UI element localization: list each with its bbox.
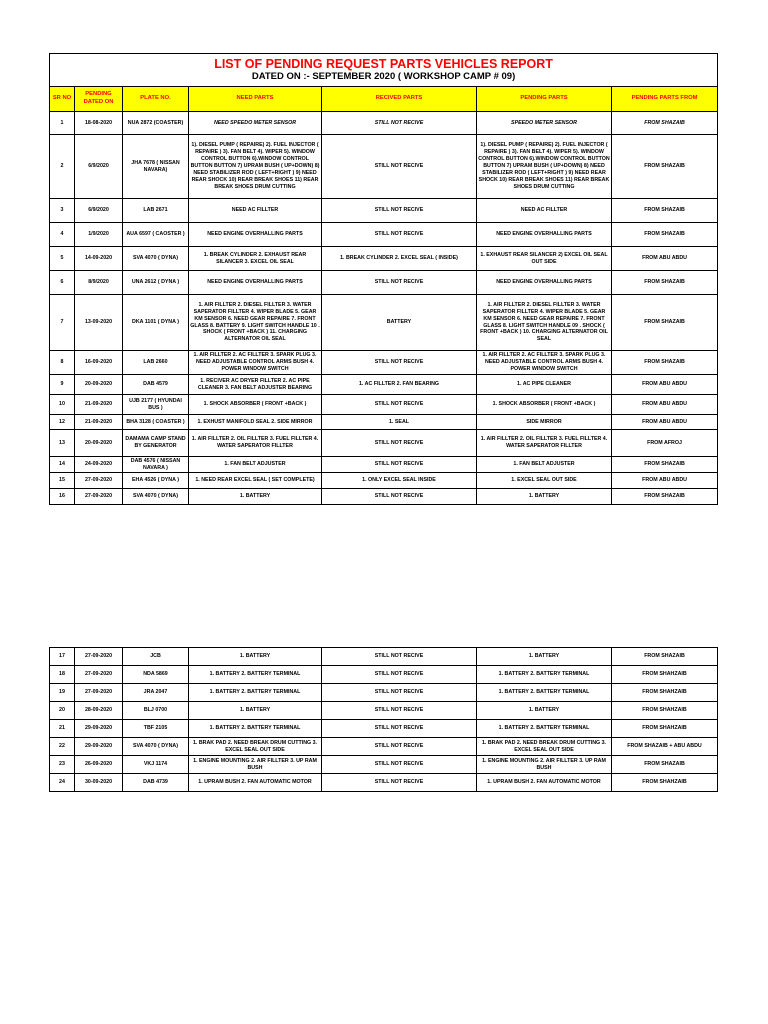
table-row: [50, 473, 718, 489]
cell-pending-from: FROM SHAZAIB: [612, 135, 718, 199]
cell-pending-from: FROM SHAZAIB: [612, 648, 718, 666]
cell-sr: 1: [50, 112, 75, 135]
cell-date: 21-09-2020: [75, 415, 123, 430]
cell-pending-from: FROM SHAHZAIB: [612, 684, 718, 702]
cell-plate: JHA 7678 ( NISSAN NAVARA): [123, 135, 189, 199]
cell-received-parts: STILL NOT RECIVE: [322, 756, 477, 774]
table-row: [50, 199, 718, 223]
cell-sr: 19: [50, 684, 75, 702]
cell-sr: 5: [50, 247, 75, 271]
table-row: [50, 223, 718, 247]
cell-plate: UJB 2177 ( HYUNDAI BUS ): [123, 395, 189, 415]
cell-need-parts: 1. BREAK CYLINDER 2. EXHAUST REAR SILANCER 3. EXCEL OIL SEAL: [189, 247, 322, 271]
cell-received-parts: BATTERY: [322, 295, 477, 351]
cell-received-parts: STILL NOT RECIVE: [322, 648, 477, 666]
table-row: [50, 247, 718, 271]
cell-plate: NUA 2872 (COASTER): [123, 112, 189, 135]
cell-pending-from: FROM AFROJ: [612, 430, 718, 457]
report-table-page2: [49, 647, 718, 792]
col-header-from: PENDING PARTS FROM: [612, 87, 718, 112]
cell-pending-from: FROM SHAHZAIB: [612, 720, 718, 738]
cell-pending-from: FROM SHAZAIB: [612, 351, 718, 375]
cell-need-parts: 1. EXHUST MANIFOLD SEAL 2. SIDE MIRROR: [189, 415, 322, 430]
cell-pending-from: FROM SHAZAIB: [612, 223, 718, 247]
cell-date: 28-09-2020: [75, 702, 123, 720]
cell-plate: DAB 4579: [123, 375, 189, 395]
cell-date: 27-09-2020: [75, 489, 123, 505]
cell-need-parts: 1. BATTERY: [189, 702, 322, 720]
table-row: [50, 395, 718, 415]
table-row: [50, 430, 718, 457]
cell-sr: 20: [50, 702, 75, 720]
col-header-date: PENDING DATED ON: [75, 87, 123, 112]
cell-pending-from: FROM SHAZAIB: [612, 489, 718, 505]
report-table-page1: [49, 53, 718, 505]
cell-date: 16-09-2020: [75, 351, 123, 375]
table-row: [50, 684, 718, 702]
cell-received-parts: STILL NOT RECIVE: [322, 395, 477, 415]
table-header-row: [50, 87, 718, 112]
cell-sr: 21: [50, 720, 75, 738]
cell-received-parts: STILL NOT RECIVE: [322, 702, 477, 720]
cell-pending-from: FROM ABU ABDU: [612, 415, 718, 430]
cell-pending-parts: 1. AC PIPE CLEANER: [477, 375, 612, 395]
cell-pending-from: FROM SHAZAIB: [612, 271, 718, 295]
table-row: [50, 112, 718, 135]
cell-pending-parts: 1. SHOCK ABSORBER ( FRONT +BACK ): [477, 395, 612, 415]
cell-plate: BHA 3128 ( COASTER ): [123, 415, 189, 430]
cell-received-parts: STILL NOT RECIVE: [322, 489, 477, 505]
cell-pending-parts: 1. UPRAM BUSH 2. FAN AUTOMATIC MOTOR: [477, 774, 612, 792]
cell-date: 14-09-2020: [75, 247, 123, 271]
cell-pending-parts: SPEEDO METER SENSOR: [477, 112, 612, 135]
cell-plate: LAB 2660: [123, 351, 189, 375]
report-header: [50, 54, 718, 87]
table-row: [50, 295, 718, 351]
cell-need-parts: 1. BATTERY 2. BATTERY TERMINAL: [189, 684, 322, 702]
cell-received-parts: 1. AC FILLTER 2. FAN BEARING: [322, 375, 477, 395]
cell-pending-parts: NEED ENGINE OVERHALLING PARTS: [477, 223, 612, 247]
cell-date: 27-09-2020: [75, 648, 123, 666]
cell-pending-parts: 1. AIR FILLTER 2. DIESEL FILLTER 3. WATER SAPERATOR FILLTER 4. WIPER BLADE 5. GEAR KM SENSOR 6. NEED GEAR REPAIRE 7. FRONT GLASS 8. LIGHT SWITCH HANDLE 09 . SHOCK ( FRONT +BACK ) 10. CHARGING ALTERNATOR OIL SEAL: [477, 295, 612, 351]
cell-date: 26-09-2020: [75, 756, 123, 774]
cell-received-parts: STILL NOT RECIVE: [322, 738, 477, 756]
cell-pending-parts: 1. BATTERY: [477, 489, 612, 505]
cell-received-parts: STILL NOT RECIVE: [322, 112, 477, 135]
cell-pending-from: FROM SHAZAIB + ABU ABDU: [612, 738, 718, 756]
cell-plate: JRA 2047: [123, 684, 189, 702]
cell-plate: EHA 4526 ( DYNA ): [123, 473, 189, 489]
cell-plate: BLJ 0700: [123, 702, 189, 720]
cell-received-parts: STILL NOT RECIVE: [322, 774, 477, 792]
cell-date: 20-09-2020: [75, 375, 123, 395]
cell-date: 20-09-2020: [75, 430, 123, 457]
cell-need-parts: 1. SHOCK ABSORBER ( FRONT +BACK ): [189, 395, 322, 415]
table-row: [50, 271, 718, 295]
cell-sr: 12: [50, 415, 75, 430]
cell-received-parts: 1. SEAL: [322, 415, 477, 430]
cell-sr: 15: [50, 473, 75, 489]
table-row: [50, 375, 718, 395]
cell-plate: SVA 4070 ( DYNA): [123, 489, 189, 505]
cell-plate: DAB 4739: [123, 774, 189, 792]
table-row: [50, 720, 718, 738]
cell-pending-parts: 1. ENGINE MOUNTING 2. AIR FILLTER 3. UP RAM BUSH: [477, 756, 612, 774]
table-row: [50, 648, 718, 666]
cell-pending-from: FROM ABU ABDU: [612, 375, 718, 395]
cell-need-parts: 1. UPRAM BUSH 2. FAN AUTOMATIC MOTOR: [189, 774, 322, 792]
cell-received-parts: STILL NOT RECIVE: [322, 430, 477, 457]
cell-date: 27-09-2020: [75, 473, 123, 489]
cell-pending-from: FROM ABU ABDU: [612, 473, 718, 489]
cell-sr: 14: [50, 457, 75, 473]
cell-date: 18-08-2020: [75, 112, 123, 135]
cell-sr: 4: [50, 223, 75, 247]
cell-pending-parts: 1. BATTERY: [477, 702, 612, 720]
cell-received-parts: STILL NOT RECIVE: [322, 666, 477, 684]
table-row: [50, 415, 718, 430]
cell-need-parts: 1. FAN BELT ADJUSTER: [189, 457, 322, 473]
cell-sr: 6: [50, 271, 75, 295]
cell-sr: 7: [50, 295, 75, 351]
cell-need-parts: 1. RECIVER AC DRYER FILLTER 2. AC PIPE CLEANER 3. FAN BELT ADJUSTER BEARING: [189, 375, 322, 395]
table-row: [50, 756, 718, 774]
cell-received-parts: STILL NOT RECIVE: [322, 271, 477, 295]
cell-pending-parts: 1. BATTERY 2. BATTERY TERMINAL: [477, 666, 612, 684]
table-row: [50, 738, 718, 756]
cell-received-parts: STILL NOT RECIVE: [322, 199, 477, 223]
cell-date: 29-09-2020: [75, 720, 123, 738]
cell-date: 13-09-2020: [75, 295, 123, 351]
col-header-pending: PENDING PARTS: [477, 87, 612, 112]
cell-date: 21-09-2020: [75, 395, 123, 415]
cell-plate: JCB: [123, 648, 189, 666]
cell-need-parts: 1. AIR FILLTER 2. OIL FILLTER 3. FUEL FILLTER 4. WATER SAPERATOR FILLTER: [189, 430, 322, 457]
cell-pending-parts: 1. EXCEL SEAL OUT SIDE: [477, 473, 612, 489]
cell-sr: 16: [50, 489, 75, 505]
report-subtitle: DATED ON :- SEPTEMBER 2020 ( WORKSHOP CAMP # 09): [251, 71, 516, 82]
col-header-sr: SR NO: [50, 87, 75, 112]
table-row: [50, 702, 718, 720]
cell-need-parts: 1. ENGINE MOUNTING 2. AIR FILLTER 3. UP RAM BUSH: [189, 756, 322, 774]
cell-need-parts: 1. BRAK PAD 2. NEED BREAK DRUM CUTTING 3. EXCEL SEAL OUT SIDE: [189, 738, 322, 756]
cell-plate: DKA 1101 ( DYNA ): [123, 295, 189, 351]
cell-pending-parts: 1. BATTERY 2. BATTERY TERMINAL: [477, 684, 612, 702]
cell-need-parts: 1. BATTERY 2. BATTERY TERMINAL: [189, 720, 322, 738]
cell-pending-from: FROM SHAZAIB: [612, 457, 718, 473]
cell-date: 8/9/2020: [75, 271, 123, 295]
cell-plate: DAMAMA CAMP STAND BY GENERATOR: [123, 430, 189, 457]
cell-received-parts: 1. BREAK CYLINDER 2. EXCEL SEAL ( INSIDE): [322, 247, 477, 271]
cell-received-parts: STILL NOT RECIVE: [322, 223, 477, 247]
cell-plate: SVA 4070 ( DYNA): [123, 738, 189, 756]
cell-plate: SVA 4070 ( DYNA): [123, 247, 189, 271]
cell-need-parts: 1. BATTERY 2. BATTERY TERMINAL: [189, 666, 322, 684]
cell-pending-from: FROM SHAHZAIB: [612, 666, 718, 684]
cell-pending-from: FROM ABU ABDU: [612, 247, 718, 271]
cell-date: 30-09-2020: [75, 774, 123, 792]
cell-sr: 17: [50, 648, 75, 666]
cell-plate: VKJ 1174: [123, 756, 189, 774]
cell-received-parts: STILL NOT RECIVE: [322, 351, 477, 375]
cell-sr: 8: [50, 351, 75, 375]
cell-sr: 22: [50, 738, 75, 756]
cell-plate: TBF 2105: [123, 720, 189, 738]
col-header-need: NEED PARTS: [189, 87, 322, 112]
cell-received-parts: 1. ONLY EXCEL SEAL INSIDE: [322, 473, 477, 489]
cell-need-parts: NEED ENGINE OVERHALLING PARTS: [189, 223, 322, 247]
cell-need-parts: 1. AIR FILLTER 2. DIESEL FILLTER 3. WATER SAPERATOR FILLTER 4. WIPER BLADE 5. GEAR KM SENSOR 6. NEED GEAR REPAIRE 7. FRONT GLASS 8. BATTERY 9. LIGHT SWITCH HANDLE 10 . SHOCK ( FRONT +BACK ) 11. CHARGING ALTERNATOR OIL SEAL: [189, 295, 322, 351]
col-header-plate: PLATE NO.: [123, 87, 189, 112]
cell-need-parts: NEED AC FILLTER: [189, 199, 322, 223]
cell-need-parts: 1. NEED REAR EXCEL SEAL ( SET COMPLETE): [189, 473, 322, 489]
cell-date: 24-09-2020: [75, 457, 123, 473]
cell-date: 6/9/2020: [75, 135, 123, 199]
cell-date: 29-09-2020: [75, 738, 123, 756]
col-header-received: RECIVED PARTS: [322, 87, 477, 112]
cell-pending-parts: 1. FAN BELT ADJUSTER: [477, 457, 612, 473]
cell-plate: LAB 2671: [123, 199, 189, 223]
cell-pending-parts: 1. AIR FILLTER 2. AC FILLTER 3. SPARK PLUG 3. NEED ADJUSTABLE CONTROL ARMS BUSH 4. POWER WINDOW SWITCH: [477, 351, 612, 375]
cell-sr: 3: [50, 199, 75, 223]
table-row: [50, 457, 718, 473]
cell-pending-parts: 1. EXHAUST REAR SILANCER 2) EXCEL OIL SEAL OUT SIDE: [477, 247, 612, 271]
cell-received-parts: STILL NOT RECIVE: [322, 135, 477, 199]
cell-sr: 18: [50, 666, 75, 684]
cell-received-parts: STILL NOT RECIVE: [322, 720, 477, 738]
cell-pending-parts: 1). DIESEL PUMP ( REPAIRE) 2). FUEL INJECTOR ( REPAIRE ) 3). FAN BELT 4). WIPER 5). WINDOW CONTROL BUTTON 6).WINDOW CONTROL BUTTON BUTTON 7) UPRAM BUSH ( UP+DOWN) 8) NEED STABILIZER ROD ( LEFT+RIGHT ) 9) NEED REAR SHOCK 10) REAR BREAK SHOES 11) REAR BREAK SHOES DRUM CUTTING: [477, 135, 612, 199]
cell-sr: 9: [50, 375, 75, 395]
cell-pending-parts: 1. BATTERY: [477, 648, 612, 666]
table-row: [50, 489, 718, 505]
cell-pending-parts: 1. AIR FILLTER 2. OIL FILLTER 3. FUEL FILLTER 4. WATER SAPERATOR FILLTER: [477, 430, 612, 457]
cell-pending-from: FROM SHAZAIB: [612, 199, 718, 223]
cell-sr: 24: [50, 774, 75, 792]
cell-pending-parts: SIDE MIRROR: [477, 415, 612, 430]
cell-received-parts: STILL NOT RECIVE: [322, 457, 477, 473]
table-row: [50, 774, 718, 792]
cell-need-parts: 1. BATTERY: [189, 648, 322, 666]
cell-plate: NDA 5869: [123, 666, 189, 684]
cell-sr: 2: [50, 135, 75, 199]
cell-sr: 13: [50, 430, 75, 457]
cell-pending-from: FROM ABU ABDU: [612, 395, 718, 415]
report-title: LIST OF PENDING REQUEST PARTS VEHICLES REPORT: [214, 57, 553, 71]
cell-plate: DAB 4576 ( NISSAN NAVARA ): [123, 457, 189, 473]
cell-need-parts: 1. BATTERY: [189, 489, 322, 505]
cell-pending-from: FROM SHAHZAIB: [612, 702, 718, 720]
cell-need-parts: 1. AIR FILLTER 2. AC FILLTER 3. SPARK PLUG 3. NEED ADJUSTABLE CONTROL ARMS BUSH 4. POWER WINDOW SWITCH: [189, 351, 322, 375]
table-row: [50, 666, 718, 684]
cell-sr: 23: [50, 756, 75, 774]
cell-need-parts: NEED ENGINE OVERHALLING PARTS: [189, 271, 322, 295]
cell-pending-parts: NEED AC FILLTER: [477, 199, 612, 223]
cell-sr: 10: [50, 395, 75, 415]
cell-pending-from: FROM SHAHZAIB: [612, 774, 718, 792]
cell-pending-parts: NEED ENGINE OVERHALLING PARTS: [477, 271, 612, 295]
cell-date: 27-09-2020: [75, 666, 123, 684]
cell-need-parts: NEED SPEEDO METER SENSOR: [189, 112, 322, 135]
cell-pending-from: FROM SHAZAIB: [612, 756, 718, 774]
cell-need-parts: 1). DIESEL PUMP ( REPAIRE) 2). FUEL INJECTOR ( REPAIRE ) 3). FAN BELT 4). WIPER 5). WINDOW CONTROL BUTTON 6).WINDOW CONTROL BUTTON BUTTON 7) UPRAM BUSH ( UP+DOWN) 8) NEED STABILIZER ROD ( LEFT+RIGHT ) 9) NEED REAR SHOCK 10) REAR BREAK SHOES 11) REAR BREAK SHOES DRUM CUTTING: [189, 135, 322, 199]
table-row: [50, 135, 718, 199]
cell-pending-from: FROM SHAZAIB: [612, 112, 718, 135]
cell-received-parts: STILL NOT RECIVE: [322, 684, 477, 702]
cell-plate: UNA 2612 ( DYNA ): [123, 271, 189, 295]
table-row: [50, 351, 718, 375]
cell-date: 27-09-2020: [75, 684, 123, 702]
cell-pending-parts: 1. BRAK PAD 2. NEED BREAK DRUM CUTTING 3. EXCEL SEAL OUT SIDE: [477, 738, 612, 756]
cell-pending-from: FROM SHAZAIB: [612, 295, 718, 351]
cell-date: 1/9/2020: [75, 223, 123, 247]
cell-date: 6/9/2020: [75, 199, 123, 223]
cell-plate: AUA 6597 ( CAOSTER ): [123, 223, 189, 247]
cell-pending-parts: 1. BATTERY 2. BATTERY TERMINAL: [477, 720, 612, 738]
